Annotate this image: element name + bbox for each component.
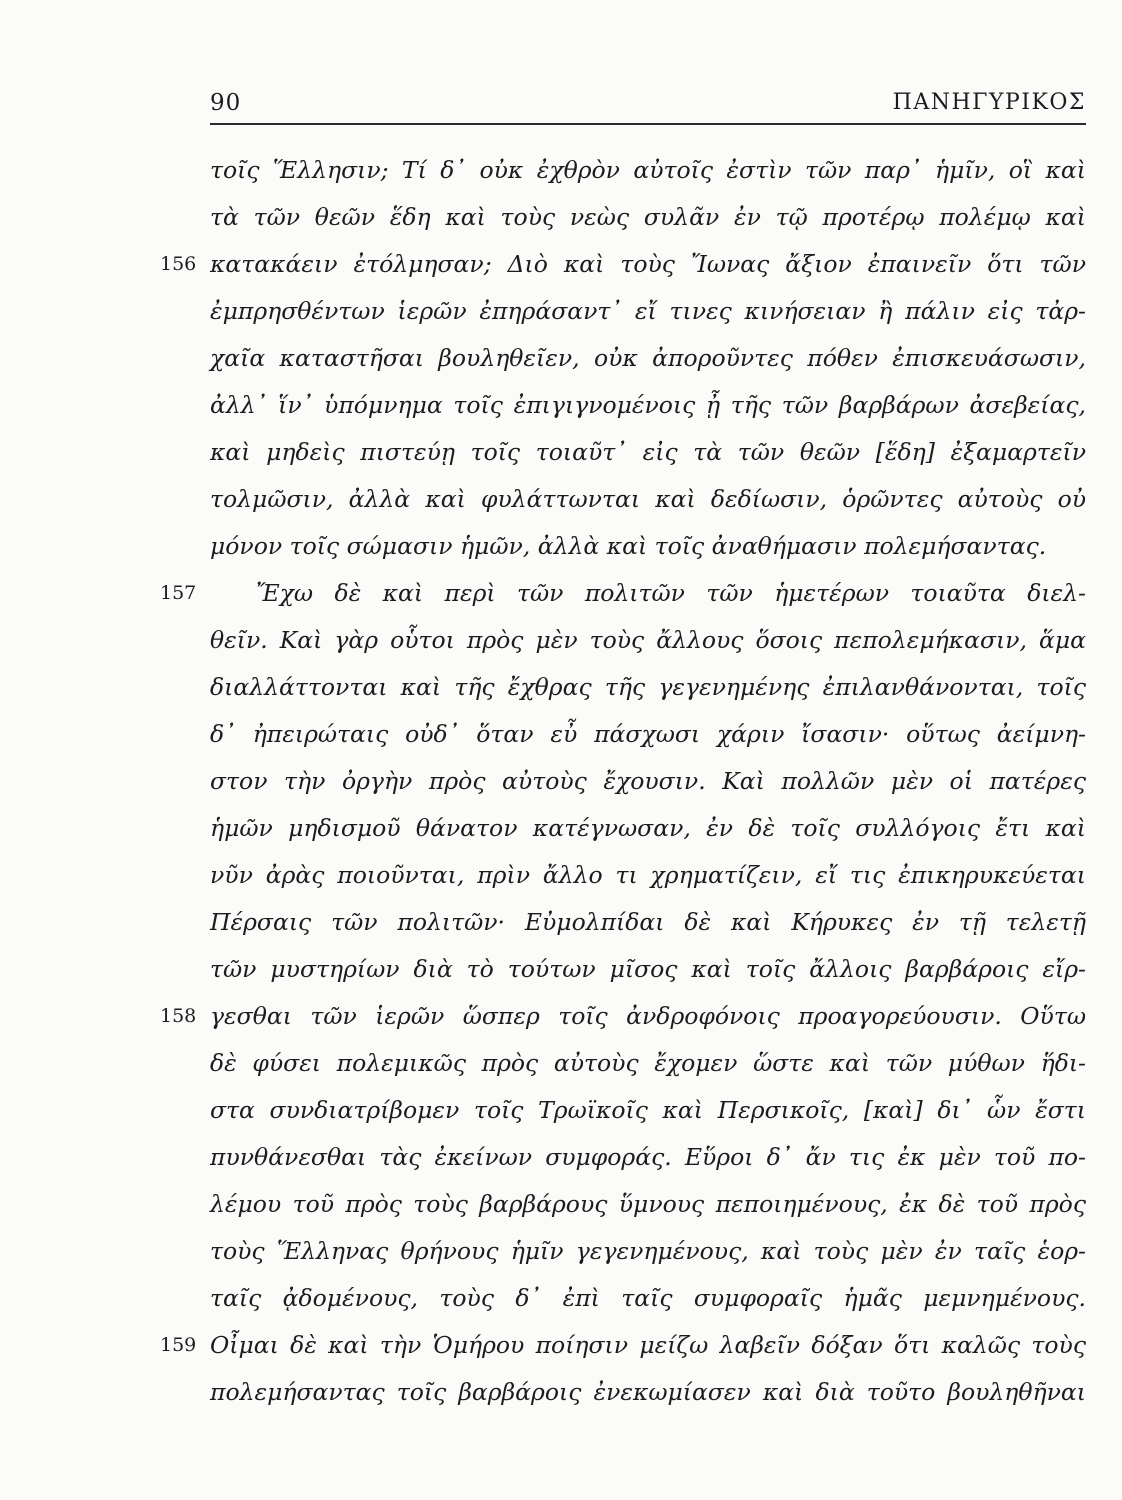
text-line: Πέρσαις τῶν πολιτῶν· Εὐμολπίδαι δὲ καὶ Κήρυκες ἐν τῇ τελετῇ [210,908,1086,936]
text-line: Οἶμαι δὲ καὶ τὴν Ὁμήρου ποίησιν μείζω λαβεῖν δόξαν ὅτι καλῶς τοὺς [210,1331,1086,1359]
text-line: δ᾽ ἠπειρώταις οὐδ᾽ ὅταν εὖ πάσχωσι χάριν ἴσασιν· οὕτως ἀείμνη- [210,720,1086,748]
section-number-159: 159 [160,1334,197,1356]
section-number-156: 156 [160,253,197,275]
text-line: στον τὴν ὀργὴν πρὸς αὐτοὺς ἔχουσιν. Καὶ πολλῶν μὲν οἱ πατέρες [210,767,1086,795]
text-line: γεσθαι τῶν ἱερῶν ὥσπερ τοῖς ἀνδροφόνοις προαγορεύουσιν. Οὕτω [210,1002,1086,1030]
page-header [210,84,1086,124]
text-line: πυνθάνεσθαι τὰς ἐκείνων συμφοράς. Εὕροι δ᾽ ἄν τις ἐκ μὲν τοῦ πο- [210,1143,1086,1171]
section-number-158: 158 [160,1005,197,1027]
text-line: διαλλάττονται καὶ τῆς ἔχθρας τῆς γεγενημένης ἐπιλανθάνονται, τοῖς [210,673,1086,701]
text-line: ταῖς ᾀδομένους, τοὺς δ᾽ ἐπὶ ταῖς συμφοραῖς ἡμᾶς μεμνημένους. [210,1284,1086,1312]
text-line: ἐμπρησθέντων ἱερῶν ἐπηράσαντ᾽ εἴ τινες κινήσειαν ἢ πάλιν εἰς τἀρ- [210,297,1086,325]
header-rule [210,123,1086,125]
text-line: δὲ φύσει πολεμικῶς πρὸς αὐτοὺς ἔχομεν ὥστε καὶ τῶν μύθων ἥδι- [210,1049,1086,1077]
page-number: 90 [210,90,242,116]
text-line: καὶ μηδεὶς πιστεύῃ τοῖς τοιαῦτ᾽ εἰς τὰ τῶν θεῶν [ἕδη] ἐξαμαρτεῖν [210,438,1086,466]
text-line: τὰ τῶν θεῶν ἕδη καὶ τοὺς νεὼς συλᾶν ἐν τῷ προτέρῳ πολέμῳ καὶ [210,203,1086,231]
text-line: πολεμήσαντας τοῖς βαρβάροις ἐνεκωμίασεν καὶ διὰ τοῦτο βουληθῆναι [210,1378,1086,1406]
text-line: χαῖα καταστῆσαι βουληθεῖεν, οὐκ ἀποροῦντες πόθεν ἐπισκευάσωσιν, [210,344,1086,372]
text-line: στα συνδιατρίβομεν τοῖς Τρωϊκοῖς καὶ Περσικοῖς, [καὶ] δι᾽ ὧν ἔστι [210,1096,1086,1124]
text-line: θεῖν. Καὶ γὰρ οὗτοι πρὸς μὲν τοὺς ἄλλους ὅσοις πεπολεμήκασιν, ἅμα [210,626,1086,654]
text-line: Ἔχω δὲ καὶ περὶ τῶν πολιτῶν τῶν ἡμετέρων τοιαῦτα διελ- [256,579,1086,607]
running-title: ΠΑΝΗΓΥΡΙΚΟΣ [892,90,1086,115]
text-line: νῦν ἀρὰς ποιοῦνται, πρὶν ἄλλο τι χρηματίζειν, εἴ τις ἐπικηρυκεύεται [210,861,1086,889]
text-line: κατακάειν ἐτόλμησαν; Διὸ καὶ τοὺς Ἴωνας ἄξιον ἐπαινεῖν ὅτι τῶν [210,250,1086,278]
text-line: μόνον τοῖς σώμασιν ἡμῶν, ἀλλὰ καὶ τοῖς ἀναθήμασιν πολεμήσαντας. [210,532,1047,560]
text-line: τοὺς Ἕλληνας θρήνους ἡμῖν γεγενημένους, καὶ τοὺς μὲν ἐν ταῖς ἑορ- [210,1237,1086,1265]
text-line: τολμῶσιν, ἀλλὰ καὶ φυλάττωνται καὶ δεδίωσιν, ὁρῶντες αὐτοὺς οὐ [210,485,1086,513]
text-line: τῶν μυστηρίων διὰ τὸ τούτων μῖσος καὶ τοῖς ἄλλοις βαρβάροις εἴρ- [210,955,1086,983]
text-line: τοῖς Ἕλλησιν; Τί δ᾽ οὐκ ἐχθρὸν αὐτοῖς ἐστὶν τῶν παρ᾽ ἡμῖν, οἳ καὶ [210,156,1086,184]
text-line: ἀλλ᾽ ἵν᾽ ὑπόμνημα τοῖς ἐπιγιγνομένοις ᾖ τῆς τῶν βαρβάρων ἀσεβείας, [210,391,1086,419]
text-line: ἡμῶν μηδισμοῦ θάνατον κατέγνωσαν, ἐν δὲ τοῖς συλλόγοις ἔτι καὶ [210,814,1086,842]
section-number-157: 157 [160,582,197,604]
text-line: λέμου τοῦ πρὸς τοὺς βαρβάρους ὕμνους πεποιημένους, ἐκ δὲ τοῦ πρὸς [210,1190,1086,1218]
